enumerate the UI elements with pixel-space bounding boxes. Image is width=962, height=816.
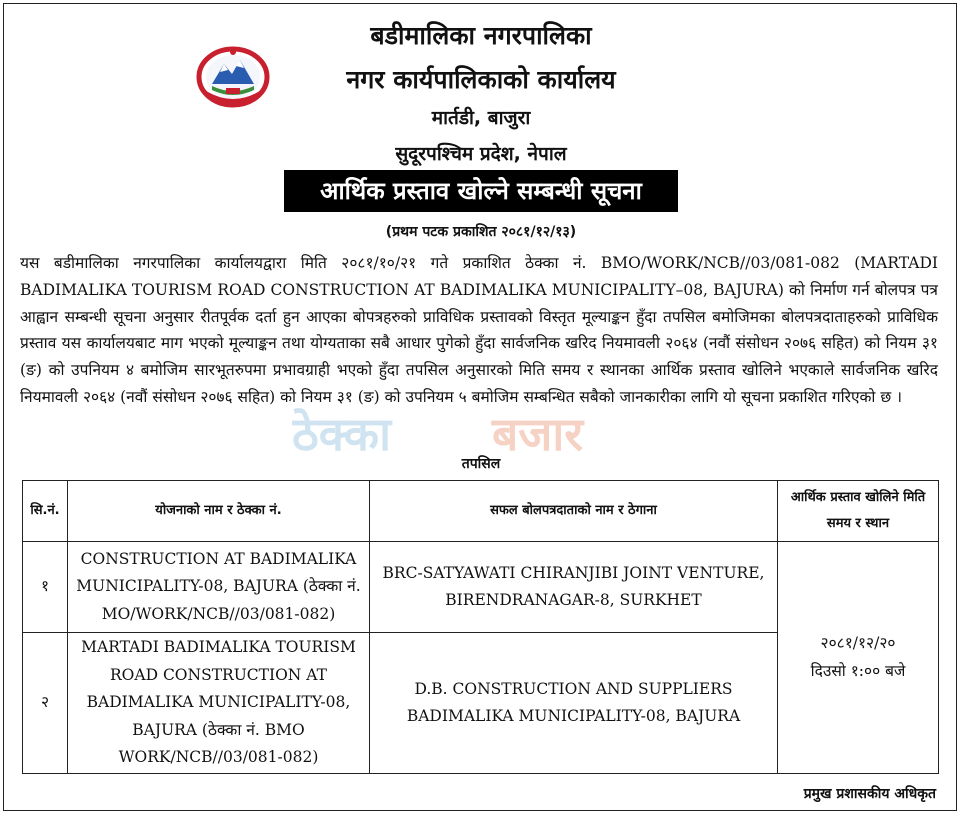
- header-serial: सि.नं.: [23, 481, 68, 542]
- office-location: मार्तडी, बाजुरा: [431, 107, 531, 129]
- details-title: तपसिल: [461, 456, 501, 472]
- header-opening: आर्थिक प्रस्ताव खोलिने मिति समय र स्थान: [778, 481, 939, 542]
- notice-title: आर्थिक प्रस्ताव खोल्ने सम्बन्धी सूचना: [284, 170, 678, 212]
- signatory-title: प्रमुख प्रशासकीय अधिकृत: [803, 786, 936, 802]
- header-bidder: सफल बोलपत्रदाताको नाम र ठेगाना: [370, 481, 778, 542]
- row-project: MARTADI BADIMALIKA TOURISM ROAD CONSTRUCTION AT BADIMALIKA MUNICIPALITY-08, BAJURA (ठेक्का नं. BMO WORK/NCB//03/081-082): [68, 633, 370, 774]
- watermark-text-2: बजार: [492, 408, 584, 458]
- table-row: [23, 542, 939, 633]
- row-bidder: D.B. CONSTRUCTION AND SUPPLIERS BADIMALIKA MUNICIPALITY-08, BAJURA: [370, 633, 778, 774]
- opening-schedule: [778, 542, 939, 774]
- notice-body: यस बडीमालिका नगरपालिका कार्यालयद्वारा मिति २०८१/१०/२१ गते प्रकाशित ठेक्का नं. BMO/WORK/NCB//03/081-082 (MARTADI BADIMALIKA TOURISM ROAD CONSTRUCTION AT BADIMALIKA MUNICIPALITY–08, BAJURA) को निर्माण गर्न बोलपत्र पत्र आह्वान सम्बन्धी सूचना अनुसार रीतपूर्वक दर्ता हुन आएका बोपत्रहरुको प्राविधिक प्रस्तावको विस्तृत मूल्याङ्कन हुँदा तपसिल बमोजिमका बोलपत्रदाताहरुको प्राविधिक प्रस्ताव यस कार्यालयबाट माग भएको मूल्याङ्कन तथा योग्यताका सबै आधार पुगेको हुँदा सार्वजनिक खरिद नियमावली २०६४ (नवौं संसोधन २०७६ सहित) को नियम ३१ (ङ) को उपनियम ४ बमोजिम सारभूतरुपमा प्रभावग्राही भएको हुँदा तपसिल अनुसारको मिति समय र स्थानका आर्थिक प्रस्ताव खोलिने भएकाले सार्वजनिक खरिद नियमावली २०६४ (नवौं संसोधन २०७६ सहित) को नियम ३१ (ङ) को उपनियम ५ बमोजिम सम्बन्धित सबैको जानकारीका लागि यो सूचना प्रकाशित गरिएको छ ।: [20, 254, 938, 406]
- row-serial: १: [23, 542, 68, 633]
- row-serial: २: [23, 633, 68, 774]
- opening-date: २०८१/१२/२०: [820, 634, 896, 652]
- row-bidder: BRC-SATYAWATI CHIRANJIBI JOINT VENTURE, BIRENDRANAGAR-8, SURKHET: [370, 542, 778, 633]
- details-table: [22, 480, 939, 774]
- table-header-row: [23, 481, 939, 542]
- office-name: नगर कार्यपालिकाको कार्यालय: [346, 65, 616, 94]
- header-project: योजनाको नाम र ठेक्का नं.: [68, 481, 370, 542]
- publication-date: (प्रथम पटक प्रकाशित २०८१/१२/१३): [385, 224, 577, 240]
- opening-time: दिउसो १:०० बजे: [810, 661, 906, 680]
- row-project: CONSTRUCTION AT BADIMALIKA MUNICIPALITY-08, BAJURA (ठेक्का नं. MO/WORK/NCB//03/081-082): [68, 542, 370, 633]
- province-name: सुदूरपश्चिम प्रदेश, नेपाल: [395, 143, 567, 165]
- municipality-name: बडीमालिका नगरपालिका: [370, 21, 592, 50]
- watermark-text-1: ठेक्का: [292, 408, 392, 458]
